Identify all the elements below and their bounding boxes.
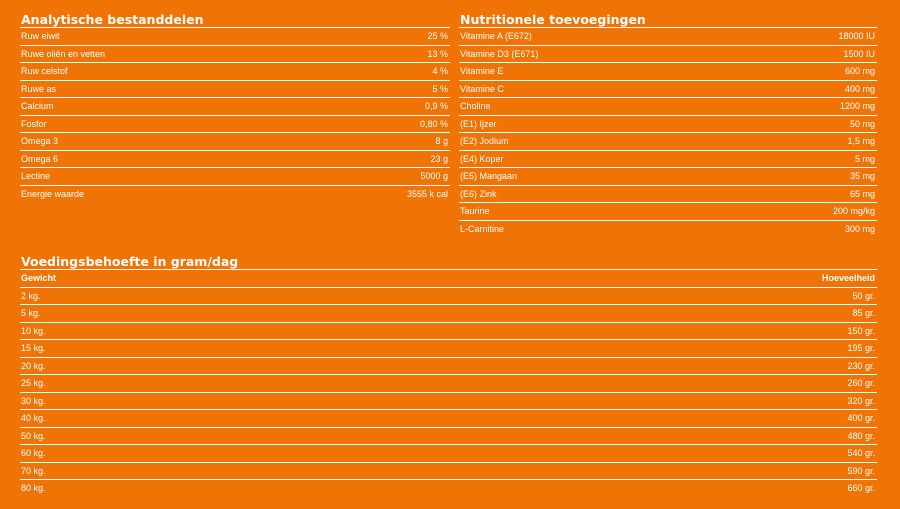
- row-label: (E4) Koper: [460, 153, 504, 164]
- row-value: 195 gr.: [847, 343, 875, 353]
- row-label: Taurine: [460, 206, 490, 216]
- row-label: Vitamine E: [460, 66, 504, 76]
- row-value: 13 %: [427, 48, 448, 59]
- row-value: 320 gr.: [847, 395, 875, 406]
- table-row: [20, 81, 450, 99]
- table-row: [20, 288, 877, 306]
- feeding-header-amount: Hoeveelheid: [821, 273, 875, 283]
- row-label: (E5) Mangaan: [460, 171, 518, 181]
- table-row: [459, 116, 877, 134]
- feeding-header-weight: Gewicht: [21, 273, 57, 283]
- feeding-title: Voedingsbehoefte in gram/dag: [20, 254, 877, 270]
- row-value: 50 gr.: [852, 290, 875, 301]
- row-value: 18000 IU: [838, 31, 875, 41]
- table-row: [20, 151, 450, 169]
- table-row: [20, 63, 450, 81]
- row-label: Calcium: [21, 101, 54, 111]
- row-value: 0,80 %: [419, 118, 448, 129]
- table-row: [20, 133, 450, 151]
- row-value: 65 mg: [849, 188, 875, 199]
- row-value: 5 mg: [854, 153, 875, 164]
- table-row: [459, 63, 877, 81]
- row-label: Ruwe as: [21, 83, 57, 94]
- analytic-rows: [20, 28, 450, 202]
- row-label: (E2) Jodium: [460, 136, 509, 146]
- table-row: [20, 445, 877, 463]
- row-value: 600 mg: [844, 66, 875, 76]
- row-value: 480 gr.: [847, 430, 875, 441]
- row-value: 1,5 mg: [847, 136, 875, 146]
- row-label: 80 kg.: [21, 483, 46, 493]
- row-label: 60 kg.: [21, 448, 46, 458]
- row-label: Omega 6: [21, 153, 59, 164]
- table-row: [459, 221, 877, 238]
- row-label: L-Carnitine: [460, 223, 505, 234]
- row-value: 4 %: [432, 66, 448, 76]
- analytic-title: Analytische bestanddelen: [20, 12, 450, 28]
- table-row: [459, 28, 877, 46]
- row-value: 400 gr.: [847, 413, 875, 423]
- row-label: Fosfor: [21, 118, 47, 129]
- row-value: 540 gr.: [847, 448, 875, 458]
- table-row: [20, 323, 877, 341]
- table-row: [20, 168, 450, 186]
- row-label: 2 kg.: [21, 290, 41, 301]
- table-row: [20, 375, 877, 393]
- row-value: 25 %: [427, 31, 448, 41]
- table-row: [20, 340, 877, 358]
- row-label: 70 kg.: [21, 465, 46, 476]
- table-row: [20, 480, 877, 497]
- row-value: 230 gr.: [847, 360, 875, 371]
- table-row: [459, 168, 877, 186]
- row-value: 3555 k cal: [406, 188, 448, 199]
- table-row: [20, 98, 450, 116]
- row-label: 15 kg.: [21, 343, 46, 353]
- table-row: [20, 358, 877, 376]
- table-row: [459, 186, 877, 204]
- row-value: 200 mg/kg: [832, 206, 875, 216]
- row-label: 40 kg.: [21, 413, 46, 423]
- table-row: [459, 151, 877, 169]
- row-label: (E6) Zink: [460, 188, 497, 199]
- additives-rows: [459, 28, 877, 237]
- row-value: 300 mg: [844, 223, 875, 234]
- table-row: [459, 133, 877, 151]
- row-value: 150 gr.: [847, 325, 875, 336]
- row-value: 1200 mg: [839, 101, 875, 111]
- table-row: [20, 428, 877, 446]
- row-label: Choline: [460, 101, 491, 111]
- row-value: 8 g: [435, 136, 448, 146]
- row-label: 5 kg.: [21, 308, 41, 318]
- row-value: 85 gr.: [852, 308, 875, 318]
- additives-title: Nutritionele toevoegingen: [459, 12, 877, 28]
- table-row: [20, 393, 877, 411]
- table-row: [20, 186, 450, 203]
- row-label: Vitamine C: [460, 83, 504, 94]
- row-value: 260 gr.: [847, 378, 875, 388]
- row-label: Ruwe oliën en vetten: [21, 48, 106, 59]
- row-value: 5 %: [432, 83, 448, 94]
- row-value: 400 mg: [844, 83, 875, 94]
- feeding-header-row: [20, 270, 877, 288]
- row-value: 23 g: [430, 153, 448, 164]
- feeding-table: [20, 254, 877, 497]
- table-row: [20, 305, 877, 323]
- table-row: [20, 410, 877, 428]
- table-row: [459, 98, 877, 116]
- row-label: Vitamine D3 (E671): [460, 48, 539, 59]
- row-label: 50 kg.: [21, 430, 46, 441]
- row-label: Ruw celstof: [21, 66, 68, 76]
- row-value: 5000 g: [420, 171, 448, 181]
- row-label: Omega 3: [21, 136, 59, 146]
- table-row: [20, 28, 450, 46]
- row-value: 0,9 %: [424, 101, 448, 111]
- row-value: 35 mg: [849, 171, 875, 181]
- row-label: Lectine: [21, 171, 51, 181]
- row-value: 660 gr.: [847, 483, 875, 493]
- row-value: 590 gr.: [847, 465, 875, 476]
- feeding-rows: [20, 288, 877, 497]
- table-row: [20, 463, 877, 481]
- row-label: 30 kg.: [21, 395, 46, 406]
- table-row: [459, 81, 877, 99]
- row-label: Ruw eiwit: [21, 31, 60, 41]
- row-label: 25 kg.: [21, 378, 46, 388]
- row-value: 50 mg: [849, 118, 875, 129]
- additives-table: [459, 12, 877, 237]
- row-label: Vitamine A (E672): [460, 31, 532, 41]
- row-label: 10 kg.: [21, 325, 46, 336]
- row-label: (E1) Ijzer: [460, 118, 497, 129]
- table-row: [459, 203, 877, 221]
- row-label: Energie waarde: [21, 188, 85, 199]
- row-value: 1500 IU: [843, 48, 875, 59]
- table-row: [459, 46, 877, 64]
- table-row: [20, 116, 450, 134]
- analytic-table: [20, 12, 450, 202]
- row-label: 20 kg.: [21, 360, 46, 371]
- table-row: [20, 46, 450, 64]
